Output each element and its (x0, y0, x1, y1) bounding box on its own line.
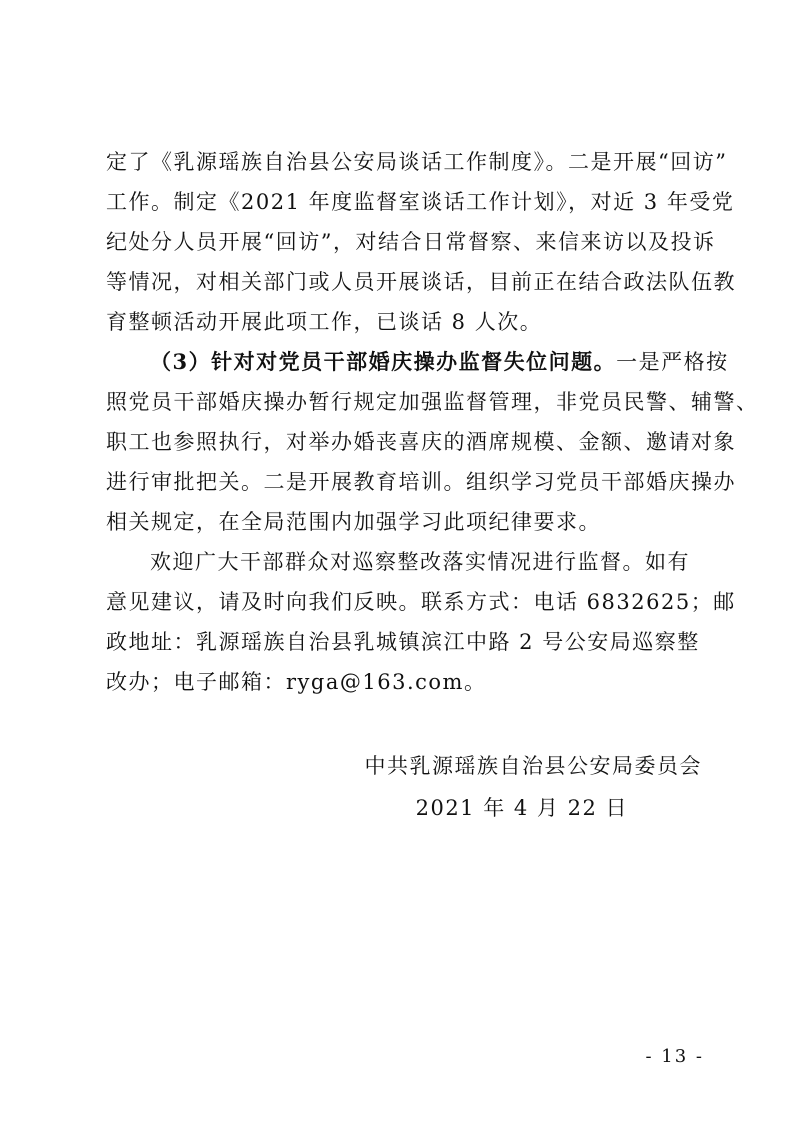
paragraph-line: 定了《乳源瑶族自治县公安局谈话工作制度》。二是开展“回访” (106, 150, 728, 174)
heading-continuation: 一是严格按 (616, 350, 729, 374)
paragraph-line: 改办；电子邮箱：ryga@163.com。 (106, 670, 487, 694)
paragraph-line: 纪处分人员开展“回访”，对结合日常督察、来信来访以及投诉 (106, 230, 716, 254)
paragraph-line: 等情况，对相关部门或人员开展谈话，目前正在结合政法队伍教 (106, 270, 736, 294)
section-heading: （3）针对对党员干部婚庆操办监督失位问题。 (150, 349, 617, 374)
paragraph-line: 政地址：乳源瑶族自治县乳城镇滨江中路 2 号公安局巡察整 (106, 630, 700, 654)
paragraph-line: 工作。制定《2021 年度监督室谈话工作计划》，对近 3 年受党 (106, 190, 735, 214)
page-number: - 13 - (645, 1046, 704, 1067)
paragraph-line: 育整顿活动开展此项工作，已谈话 8 人次。 (106, 310, 543, 334)
paragraph-line (106, 342, 729, 382)
document-body (106, 142, 759, 702)
paragraph-line: 职工也参照执行，对举办婚丧喜庆的酒席规模、金额、邀请对象 (106, 430, 736, 454)
paragraph-line: 相关规定，在全局范围内加强学习此项纪律要求。 (106, 510, 601, 534)
paragraph-line: 进行审批把关。二是开展教育培训。组织学习党员干部婚庆操办 (106, 470, 736, 494)
paragraph-line: 照党员干部婚庆操办暂行规定加强监督管理，非党员民警、辅警、 (106, 390, 759, 414)
paragraph-line: 意见建议，请及时向我们反映。联系方式：电话 6832625；邮 (106, 590, 736, 614)
signature-organization: 中共乳源瑶族自治县公安局委员会 (364, 754, 702, 778)
signature-date: 2021 年 4 月 22 日 (415, 796, 628, 820)
paragraph-line: 欢迎广大干部群众对巡察整改落实情况进行监督。如有 (150, 550, 690, 574)
